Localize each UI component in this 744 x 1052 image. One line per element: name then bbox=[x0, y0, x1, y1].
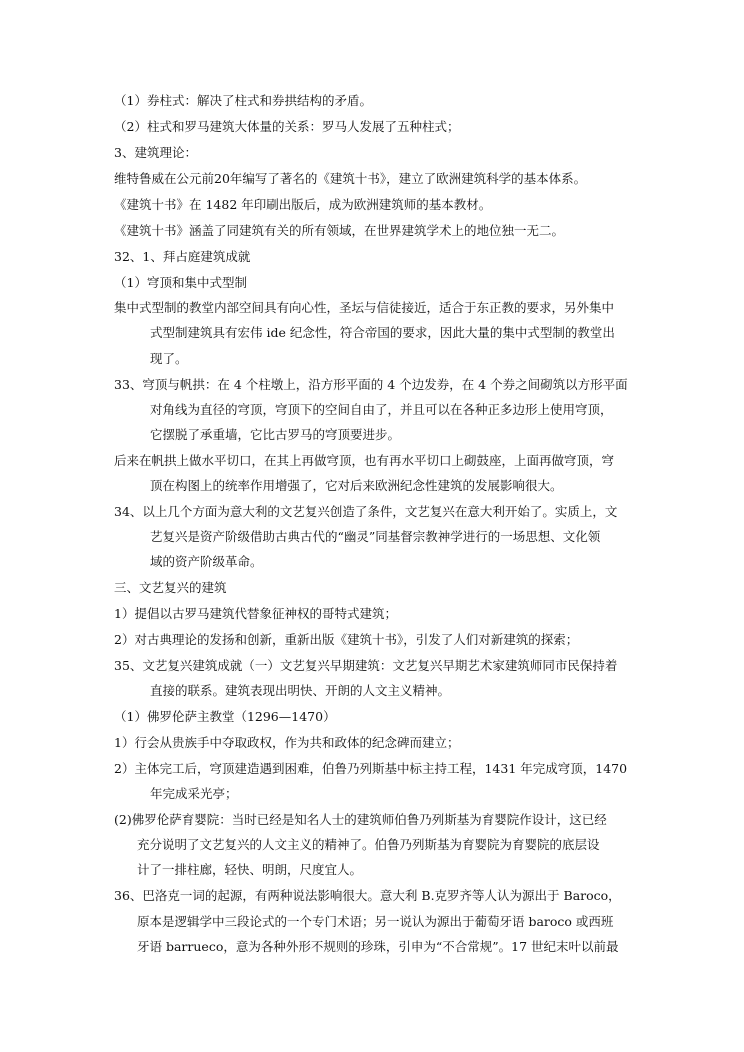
text-line: 艺复兴是资产阶级借助古典古代的“幽灵”同基督宗教神学进行的一场思想、文化领 bbox=[150, 529, 601, 544]
text-line: 年完成采光亭； bbox=[150, 786, 238, 801]
text-line: （1）佛罗伦萨主教堂（1296—1470） bbox=[114, 709, 336, 724]
text-line: 1）提倡以古罗马建筑代替象征神权的哥特式建筑； bbox=[114, 606, 397, 621]
text-line: 顶在构图上的统率作用增强了，它对后来欧洲纪念性建筑的发展影响很大。 bbox=[150, 478, 563, 493]
text-line: 计了一排柱廊，轻快、明朗，尺度宜人。 bbox=[137, 862, 363, 877]
text-line: 35、文艺复兴建筑成就（一）文艺复兴早期建筑：文艺复兴早期艺术家建筑师同市民保持着 bbox=[114, 658, 618, 673]
text-line: 原本是逻辑学中三段论式的一个专门术语；另一说认为源出于葡萄牙语 baroco 或西班 bbox=[137, 914, 614, 929]
text-line: 它摆脱了承重墙，它比古罗马的穹顶要进步。 bbox=[150, 427, 401, 442]
text-line: 2）主体完工后，穹顶建造遇到困难，伯鲁乃列斯基中标主持工程，1431 年完成穹顶，1470 bbox=[114, 761, 628, 776]
text-line: 域的资产阶级革命。 bbox=[150, 554, 263, 569]
text-line: 对角线为直径的穹顶，穹顶下的空间自由了，并且可以在各种正多边形上使用穹顶， bbox=[150, 402, 613, 417]
text-line: 《建筑十书》在 1482 年印刷出版后，成为欧洲建筑师的基本教材。 bbox=[114, 197, 492, 212]
text-line: 《建筑十书》涵盖了同建筑有关的所有领域，在世界建筑学术上的地位独一无二。 bbox=[114, 223, 565, 238]
text-line: 2）对古典理论的发扬和创新，重新出版《建筑十书》，引发了人们对新建筑的探索； bbox=[114, 632, 579, 647]
text-line: （1）穹顶和集中式型制 bbox=[114, 275, 247, 290]
text-line: 牙语 barrueco，意为各种外形不规则的珍珠，引申为“不合常规”。17 世纪末叶以前最 bbox=[137, 939, 619, 954]
text-line: 集中式型制的教堂内部空间具有向心性，圣坛与信徒接近，适合于东正教的要求，另外集中 bbox=[114, 300, 615, 315]
text-line: 33、穹顶与帆拱：在 4 个柱墩上，沿方形平面的 4 个边发券，在 4 个券之间砌筑以方形平面 bbox=[114, 377, 628, 392]
text-line: 维特鲁威在公元前20年编写了著名的《建筑十书》，建立了欧洲建筑科学的基本体系。 bbox=[114, 171, 587, 186]
text-line: （1）券柱式：解决了柱式和券拱结构的矛盾。 bbox=[114, 93, 372, 108]
text-line: 34、以上几个方面为意大利的文艺复兴创造了条件，文艺复兴在意大利开始了。实质上，文 bbox=[114, 504, 618, 519]
text-line: 1）行会从贵族手中夺取政权，作为共和政体的纪念碑而建立； bbox=[114, 735, 460, 750]
text-line: 现了。 bbox=[150, 351, 188, 366]
text-line: 后来在帆拱上做水平切口，在其上再做穹顶，也有再水平切口上砌鼓座，上面再做穹顶，穹 bbox=[114, 453, 615, 468]
text-line: 式型制建筑具有宏伟 ide 纪念性，符合帝国的要求，因此大量的集中式型制的教堂出 bbox=[150, 325, 615, 340]
text-line: 32、1、拜占庭建筑成就 bbox=[114, 249, 251, 264]
text-line: （2）柱式和罗马建筑大体量的关系：罗马人发展了五种柱式； bbox=[114, 119, 460, 134]
text-line: (2)佛罗伦萨育婴院：当时已经是知名人士的建筑师伯鲁乃列斯基为育婴院作设计，这已经 bbox=[114, 812, 607, 827]
text-line: 直接的联系。建筑表现出明快、开朗的人文主义精神。 bbox=[150, 683, 451, 698]
text-line: 三、文艺复兴的建筑 bbox=[114, 580, 227, 595]
text-line: 3、建筑理论： bbox=[114, 145, 197, 160]
text-line: 36、巴洛克一词的起源，有两种说法影响很大。意大利 B.克罗齐等人认为源出于 Baroco， bbox=[114, 888, 621, 903]
text-line: 充分说明了文艺复兴的人文主义的精神了。伯鲁乃列斯基为育婴院为育婴院的底层设 bbox=[137, 837, 600, 852]
